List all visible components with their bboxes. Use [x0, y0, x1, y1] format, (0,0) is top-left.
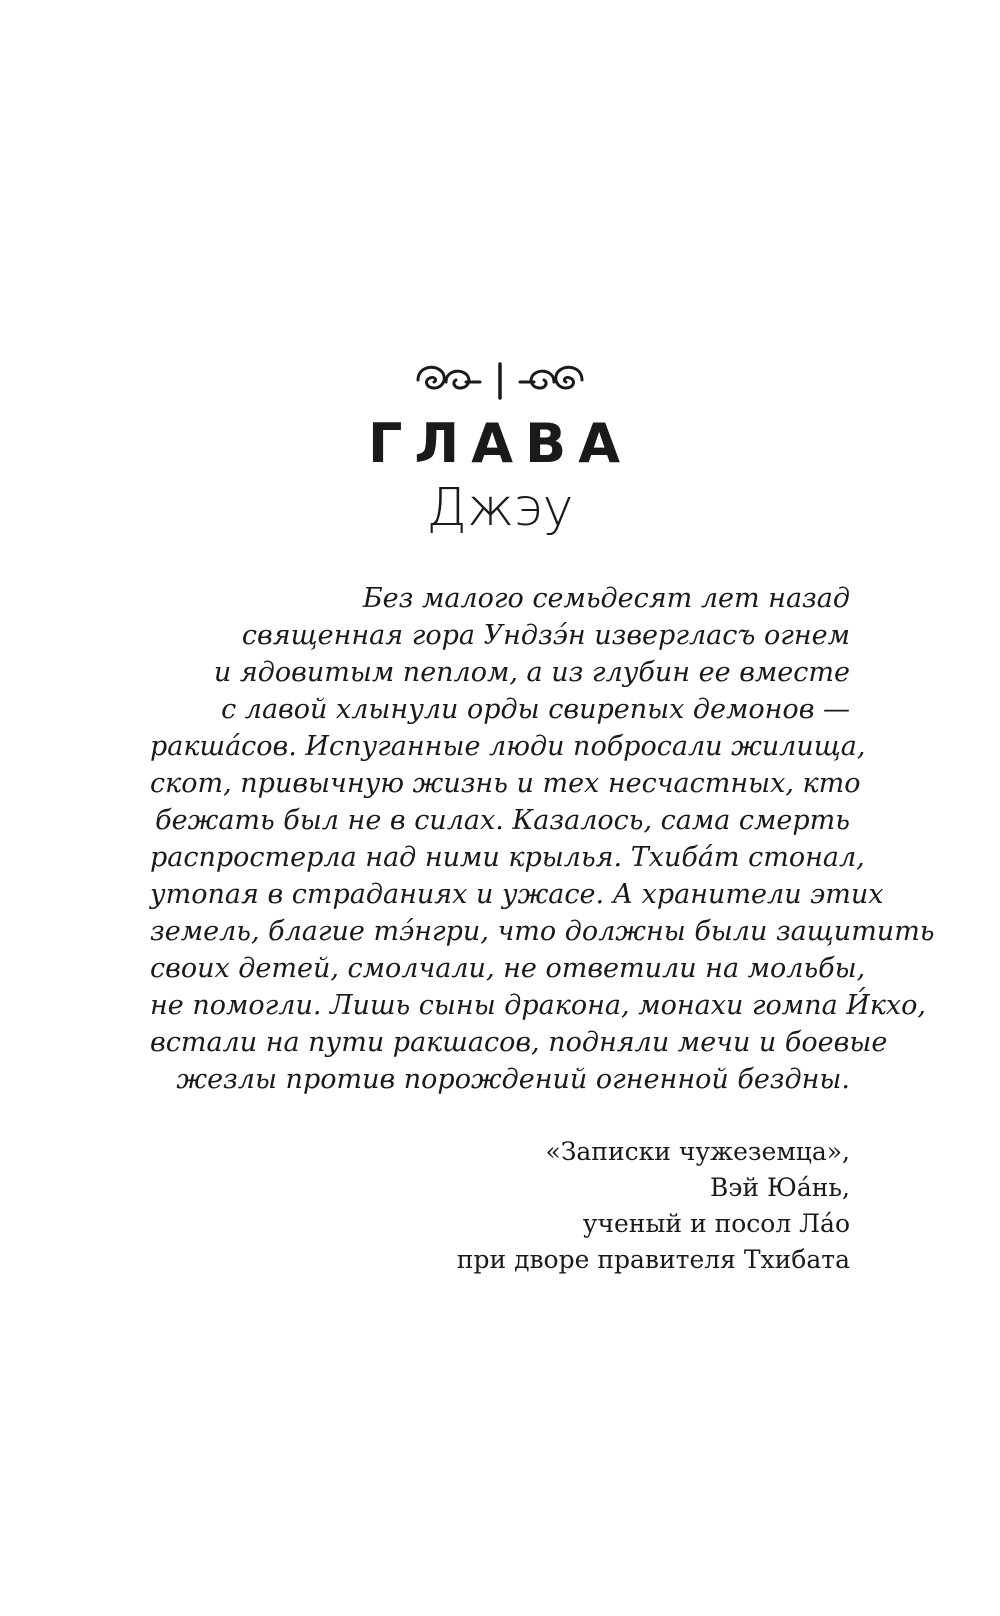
- swirl-ornament-icon: [0, 358, 1000, 402]
- epigraph-line: утопая в страданиях и ужасе. А хранители этих: [150, 879, 884, 910]
- left-swirl-outer: [418, 367, 444, 388]
- right-swirl-inner: [531, 371, 554, 388]
- left-swirl-inner: [446, 371, 469, 388]
- epigraph-line: с лавой хлынули орды свирепых демонов —: [221, 694, 850, 725]
- chapter-heading: ГЛАВА: [367, 412, 632, 475]
- epigraph-line: и ядовитым пеплом, а из глубин ее вместе: [213, 657, 850, 688]
- attribution-line: Вэй Юа́нь,: [710, 1173, 850, 1202]
- chapter-ornament: [0, 358, 1000, 402]
- epigraph-line: встали на пути ракшасов, подняли мечи и боевые: [150, 1027, 888, 1058]
- epigraph-attribution: [250, 1134, 850, 1278]
- epigraph-line: земель, благие тэ́нгри, что должны были защитить: [150, 916, 935, 947]
- right-swirl-outer: [556, 367, 582, 388]
- attribution-line: «Записки чужеземца»,: [545, 1137, 850, 1166]
- chapter-title: Джэу: [426, 478, 574, 538]
- epigraph-line: Без малого семьдесят лет назад: [362, 583, 850, 614]
- epigraph-line: скот, привычную жизнь и тех несчастных, кто: [150, 768, 861, 799]
- epigraph-line: распростерла над ними крылья. Тхиба́т стонал,: [150, 842, 865, 873]
- epigraph-line: бежать был не в силах. Казалось, сама смерть: [155, 805, 850, 836]
- attribution-line: ученый и посол Ла́о: [582, 1209, 850, 1238]
- epigraph-line: не помогли. Лишь сыны дракона, монахи гомпа И́кхо,: [150, 990, 926, 1021]
- epigraph-line: своих детей, смолчали, не ответили на мольбы,: [150, 953, 866, 984]
- epigraph-line: жезлы против порождений огненной бездны.: [176, 1064, 850, 1095]
- attribution-line: при дворе правителя Тхибата: [456, 1245, 850, 1274]
- epigraph: [150, 580, 935, 1098]
- epigraph-line: ракша́сов. Испуганные люди побросали жилища,: [150, 731, 866, 762]
- epigraph-line: священная гора Ундзэ́н извергласъ огнем: [241, 620, 850, 651]
